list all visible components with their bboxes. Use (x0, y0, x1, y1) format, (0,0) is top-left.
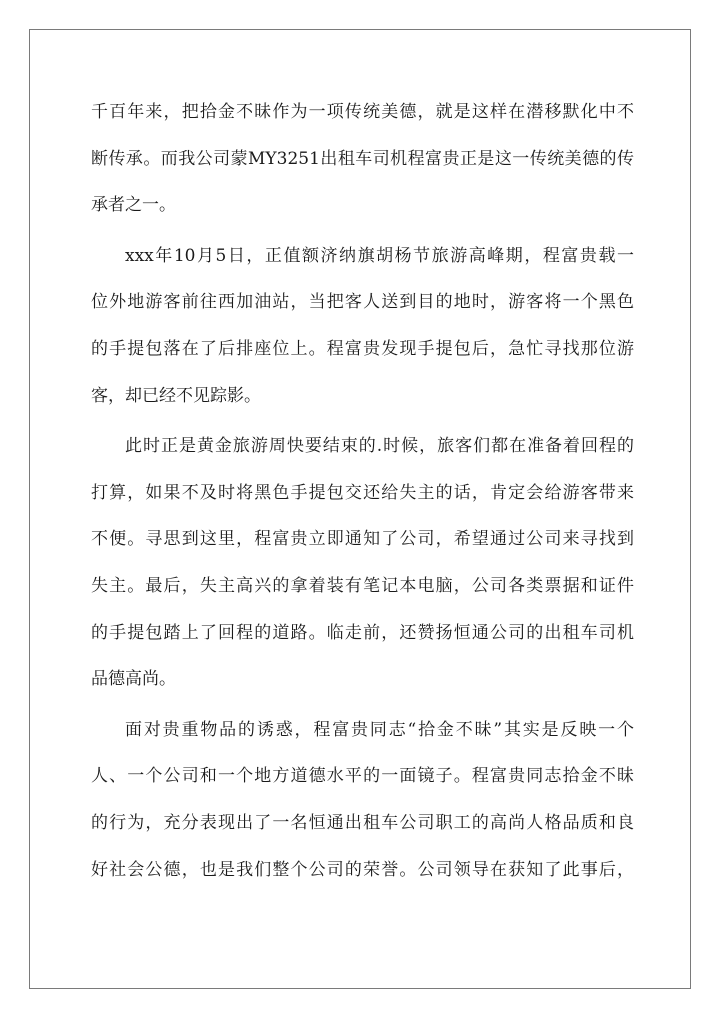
text-line: 不便。寻思到这里，程富贵立即通知了公司，希望通过公司来寻找到 (91, 529, 634, 550)
paragraph-1 (91, 95, 634, 235)
text-line: 打算，如果不及时将黑色手提包交还给失主的话，肯定会给游客带来 (91, 482, 634, 503)
text-line: 千百年来，把拾金不昧作为一项传统美德，就是这样在潜移默化中不 (91, 102, 634, 122)
text-line: xxx年10月5日，正值额济纳旗胡杨节旅游高峰期，程富贵载一 (125, 245, 634, 266)
paragraph-3 (91, 429, 634, 709)
text-line: 人、一个公司和一个地方道德水平的一面镜子。程富贵同志拾金不昧 (91, 766, 634, 787)
text-line: 的手提包踏上了回程的道路。临走前，还赞扬恒通公司的出租车司机 (91, 622, 634, 643)
text-line: 此时正是黄金旅游周快要结束的.时候，旅客们都在准备着回程的 (125, 436, 634, 457)
paragraph-4 (91, 713, 634, 899)
text-line: 好社会公德，也是我们整个公司的荣誉。公司领导在获知了此事后， (91, 859, 634, 880)
text-line: 失主。最后，失主高兴的拿着装有笔记本电脑，公司各类票据和证件 (91, 575, 634, 596)
text-line: 断传承。而我公司蒙MY3251出租车司机程富贵正是这一传统美德的传 (91, 148, 634, 169)
text-line: 客，却已经不见踪影。 (91, 385, 261, 406)
text-line: 面对贵重物品的诱惑，程富贵同志“拾金不昧”其实是反映一个 (125, 719, 634, 740)
text-line: 承者之一。 (91, 195, 176, 216)
document-body (91, 95, 634, 899)
text-line: 品德高尚。 (91, 669, 176, 690)
text-line: 位外地游客前往西加油站，当把客人送到目的地时，游客将一个黑色 (91, 292, 634, 313)
paragraph-2 (91, 239, 634, 425)
text-line: 的行为，充分表现出了一名恒通出租车公司职工的高尚人格品质和良 (91, 812, 634, 833)
text-line: 的手提包落在了后排座位上。程富贵发现手提包后，急忙寻找那位游 (91, 338, 634, 359)
